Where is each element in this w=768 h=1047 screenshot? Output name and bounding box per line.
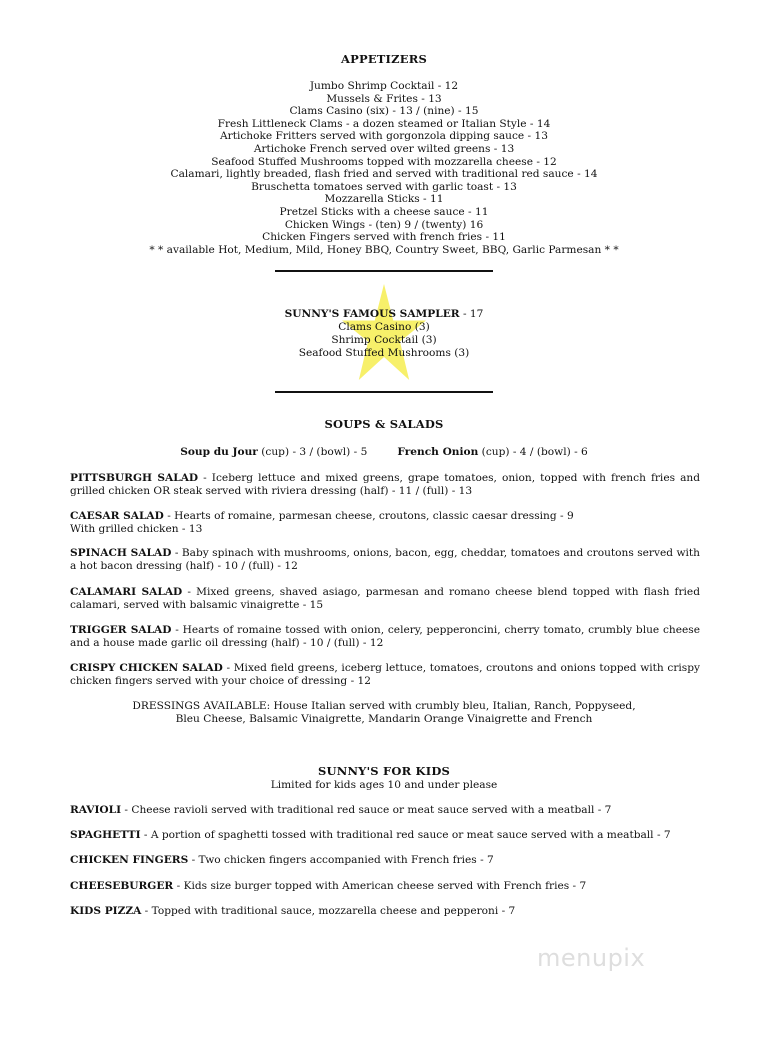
list-item: Seafood Stuffed Mushrooms (3) [298,346,470,359]
sampler-section [0,308,768,360]
menu-item [70,804,710,817]
list-item: Fresh Littleneck Clams - a dozen steamed or Italian Style - 14 [217,117,551,130]
appetizers-heading: APPETIZERS [341,52,427,66]
item-name: CHICKEN FINGERS [70,854,189,866]
divider [275,270,493,272]
menu-item [70,662,700,687]
list-item: Bruschetta tomatoes served with garlic toast - 13 [251,180,517,193]
item-desc: - Baby spinach with mushrooms, onions, bacon, egg, cheddar, tomatoes and croutons served with a hot bacon dressing (half) - 10 / (full) - 12 [70,547,700,572]
list-item: Shrimp Cocktail (3) [331,333,437,346]
watermark-logo: menupix [537,944,646,972]
item-name: PITTSBURGH SALAD [70,472,199,484]
list-item: Clams Casino (3) [338,320,430,333]
list-item: Jumbo Shrimp Cocktail - 12 [309,80,459,92]
item-desc: - Two chicken fingers accompanied with French fries - 7 [188,854,494,866]
menu-item [70,586,700,611]
item-desc: - Iceberg lettuce and mixed greens, grape tomatoes, onion, topped with french fries and grilled chicken OR steak served with riviera dressing (half) - 11 / (full) - 13 [70,472,700,497]
item-name: CALAMARI SALAD [70,586,183,598]
dressings-line: DRESSINGS AVAILABLE: House Italian served with crumbly bleu, Italian, Ranch, Poppyseed, [132,700,636,712]
menu-item [70,880,710,893]
list-item: Artichoke French served over wilted greens - 13 [253,142,515,155]
menu-item [70,547,700,572]
soups-salads-heading: SOUPS & SALADS [324,417,444,431]
list-item: Mozzarella Sticks - 11 [324,193,444,206]
menu-item [70,854,710,867]
soup-price: (cup) - 3 / (bowl) - 5 [257,446,368,458]
sampler-price: - 17 [459,308,484,320]
kids-heading: SUNNY'S FOR KIDS [318,764,450,778]
list-item: Pretzel Sticks with a cheese sauce - 11 [279,205,489,218]
menu-item [70,829,710,842]
menu-item [70,510,700,535]
item-desc: - Mixed greens, shaved asiago, parmesan and romano cheese blend topped with flash fried calamari, served with balsamic vinaigrette - 15 [70,586,700,611]
list-item: Artichoke Fritters served with gorgonzola dipping sauce - 13 [220,130,548,143]
item-name: CHEESEBURGER [70,880,174,892]
list-item: Calamari, lightly breaded, flash fried and served with traditional red sauce - 14 [170,168,598,181]
item-name: CAESAR SALAD [70,510,164,522]
item-desc: - Mixed field greens, iceberg lettuce, tomatoes, croutons and onions topped with crispy chicken fingers served with your choice of dressing - 12 [70,662,700,687]
list-item: Chicken Fingers served with french fries - 11 [262,231,506,244]
list-item: Mussels & Frites - 13 [326,92,442,105]
onion-name: French Onion [397,446,479,458]
item-name: RAVIOLI [70,804,122,816]
divider [275,391,493,393]
item-desc: - Hearts of romaine, parmesan cheese, croutons, classic caesar dressing - 9 [163,510,574,522]
dressings-note [0,700,768,725]
menu-item [70,905,710,918]
item-name: KIDS PIZZA [70,905,142,917]
soup-name: Soup du Jour [180,446,258,458]
list-item: Seafood Stuffed Mushrooms topped with mozzarella cheese - 12 [211,155,557,168]
item-desc: - Hearts of romaine tossed with onion, celery, pepperoncini, cherry tomato, crumbly blue cheese and a house made garlic oil dressing (half) - 10 / (full) - 12 [70,624,700,649]
list-item: Clams Casino (six) - 13 / (nine) - 15 [289,105,479,118]
item-name: TRIGGER SALAD [70,624,172,636]
item-desc: - Topped with traditional sauce, mozzarella cheese and pepperoni - 7 [141,905,516,917]
item-name: CRISPY CHICKEN SALAD [70,662,223,674]
appetizers-list [0,80,768,256]
menu-item [70,624,700,649]
item-desc: - Cheese ravioli served with traditional red sauce or meat sauce served with a meatball - 7 [121,804,612,816]
dressings-line: Bleu Cheese, Balsamic Vinaigrette, Mandarin Orange Vinaigrette and French [175,712,593,725]
wing-flavors-note: * * available Hot, Medium, Mild, Honey BBQ, Country Sweet, BBQ, Garlic Parmesan * * [149,243,619,256]
onion-price: (cup) - 4 / (bowl) - 6 [478,446,588,458]
item-extra: With grilled chicken - 13 [70,522,203,535]
sampler-title: SUNNY'S FAMOUS SAMPLER [284,308,460,320]
item-name: SPINACH SALAD [70,547,172,559]
soup-line [0,446,768,459]
menu-item [70,472,700,497]
list-item: Chicken Wings - (ten) 9 / (twenty) 16 [284,218,484,231]
item-name: SPAGHETTI [70,829,141,841]
kids-note: Limited for kids ages 10 and under please [270,779,498,791]
item-desc: - Kids size burger topped with American cheese served with French fries - 7 [173,880,587,892]
item-desc: - A portion of spaghetti tossed with traditional red sauce or meat sauce served with a meatball - 7 [140,829,671,841]
sampler-title-line [0,308,768,321]
